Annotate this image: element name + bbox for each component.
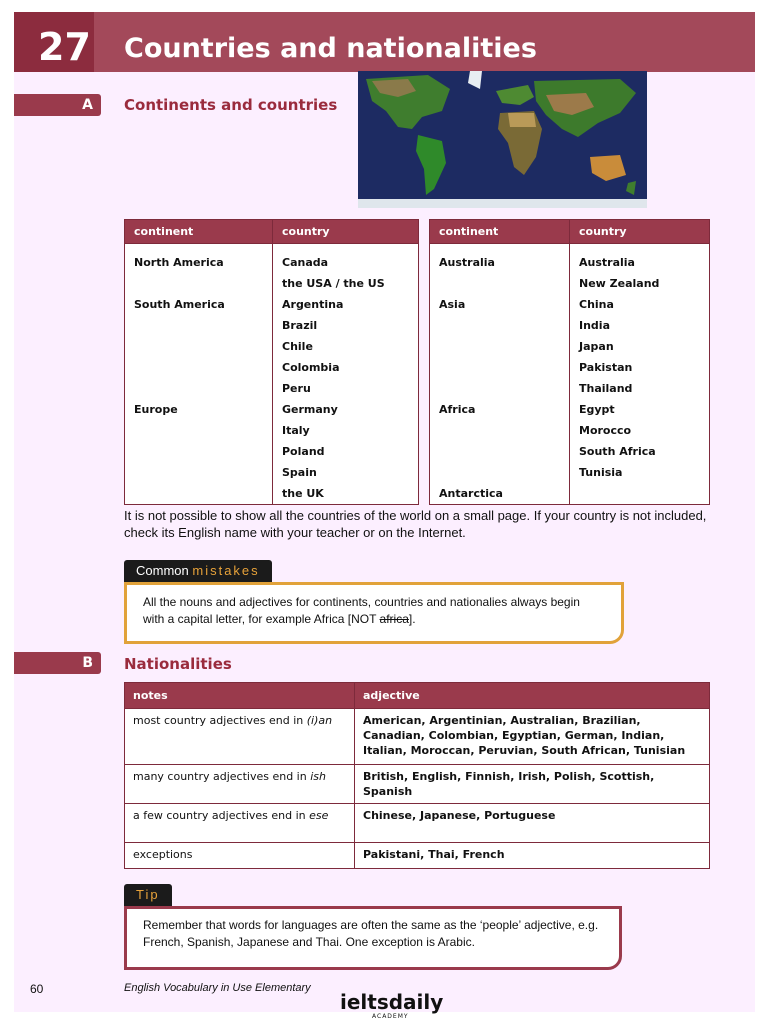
- country-cell: Australia: [570, 252, 710, 273]
- continent-cell: [125, 441, 273, 462]
- common-mistakes-text-end: ].: [408, 612, 416, 626]
- tip-text: Remember that words for languages are often the same as the ‘people’ adjective, e.g. French, Spanish, Japanese and Thai. One exception is Arabic.: [143, 918, 599, 949]
- brand-logo: ieltsdaily: [340, 990, 444, 1014]
- continent-cell: [125, 336, 273, 357]
- continent-cell: Africa: [430, 399, 570, 420]
- adjective-cell: Pakistani, Thai, French: [355, 843, 710, 869]
- note-cell: [125, 843, 355, 869]
- brand-subtitle: ACADEMY: [372, 1013, 409, 1020]
- note-text: most country adjectives end in: [133, 714, 307, 727]
- note-ending: ish: [310, 770, 326, 783]
- continent-cell: Australia: [430, 252, 570, 273]
- country-cell: the USA / the US: [273, 273, 419, 294]
- note-cell: [125, 804, 355, 843]
- continent-cell: [125, 315, 273, 336]
- continent-cell: [430, 420, 570, 441]
- country-cell: Egypt: [570, 399, 710, 420]
- country-cell: Peru: [273, 378, 419, 399]
- section-a-title: Continents and countries: [124, 96, 338, 114]
- country-cell: Argentina: [273, 294, 419, 315]
- section-a-tab: [14, 94, 101, 116]
- country-cell: Tunisia: [570, 462, 710, 483]
- note-ending: (i)an: [306, 714, 333, 727]
- country-cell: Italy: [273, 420, 419, 441]
- page-number: 60: [30, 982, 44, 996]
- struck-word: africa: [379, 612, 409, 626]
- continent-cell: [125, 483, 273, 505]
- note-text: exceptions: [133, 848, 193, 861]
- continent-cell: South America: [125, 294, 273, 315]
- country-cell: Brazil: [273, 315, 419, 336]
- note-ending: ese: [309, 809, 329, 822]
- column-header: country: [273, 220, 419, 244]
- country-cell: Canada: [273, 252, 419, 273]
- unit-title: Countries and nationalities: [124, 33, 537, 64]
- note-cell: [125, 709, 355, 765]
- adjective-cell: Chinese, Japanese, Portuguese: [355, 804, 710, 843]
- continent-cell: [430, 336, 570, 357]
- unit-number-box: [14, 12, 94, 72]
- nationalities-table: [124, 682, 710, 869]
- continent-cell: Antarctica: [430, 483, 570, 505]
- column-header: continent: [430, 220, 570, 244]
- column-header: country: [570, 220, 710, 244]
- tip-label: [124, 884, 172, 906]
- column-header: continent: [125, 220, 273, 244]
- adjective-cell: American, Argentinian, Australian, Brazilian, Canadian, Colombian, Egyptian, German, Indian, Italian, Moroccan, Peruvian, South African, Tunisian: [355, 709, 710, 765]
- continent-cell: [430, 378, 570, 399]
- tip-box: [124, 906, 622, 970]
- country-cell: Morocco: [570, 420, 710, 441]
- country-cell: Colombia: [273, 357, 419, 378]
- continent-cell: [125, 357, 273, 378]
- country-cell: New Zealand: [570, 273, 710, 294]
- continent-cell: [125, 378, 273, 399]
- country-cell: Pakistan: [570, 357, 710, 378]
- continent-cell: Asia: [430, 294, 570, 315]
- continents-table-left: [124, 219, 419, 505]
- note-text: many country adjectives end in: [133, 770, 311, 783]
- continent-cell: [430, 315, 570, 336]
- common-mistakes-word1: Common: [136, 563, 189, 578]
- country-cell: Poland: [273, 441, 419, 462]
- country-cell: Spain: [273, 462, 419, 483]
- continent-cell: [430, 273, 570, 294]
- column-header: notes: [125, 683, 355, 709]
- note-text: a few country adjectives end in: [133, 809, 310, 822]
- continent-cell: [430, 441, 570, 462]
- country-cell: Germany: [273, 399, 419, 420]
- country-cell: [570, 483, 710, 505]
- country-cell: Chile: [273, 336, 419, 357]
- common-mistakes-word2: mistakes: [192, 563, 260, 578]
- unit-number: 27: [38, 25, 91, 69]
- country-cell: China: [570, 294, 710, 315]
- book-title: English Vocabulary in Use Elementary: [124, 982, 311, 994]
- section-a-note: It is not possible to show all the countries of the world on a small page. If your country is not included, check its English name with your teacher or on the Internet.: [124, 508, 707, 540]
- common-mistakes-text-start: All the nouns and adjectives for continents, countries and nationalies always begin with a capital letter, for example Africa [NOT: [143, 595, 580, 626]
- section-b-letter: B: [82, 655, 93, 671]
- common-mistakes-label: [124, 560, 272, 582]
- continent-cell: Europe: [125, 399, 273, 420]
- continents-table-right: [429, 219, 710, 505]
- column-header: adjective: [355, 683, 710, 709]
- continent-cell: [125, 462, 273, 483]
- country-cell: Thailand: [570, 378, 710, 399]
- adjective-cell: British, English, Finnish, Irish, Polish, Scottish, Spanish: [355, 765, 710, 804]
- note-cell: [125, 765, 355, 804]
- continent-cell: [125, 273, 273, 294]
- common-mistakes-text: [143, 594, 583, 628]
- country-cell: South Africa: [570, 441, 710, 462]
- continent-cell: [430, 357, 570, 378]
- country-cell: India: [570, 315, 710, 336]
- section-a-letter: A: [82, 97, 93, 113]
- country-cell: the UK: [273, 483, 419, 505]
- continent-cell: [125, 420, 273, 441]
- common-mistakes-box: [124, 582, 624, 644]
- section-b-title: Nationalities: [124, 655, 232, 673]
- continent-cell: North America: [125, 252, 273, 273]
- continent-cell: [430, 462, 570, 483]
- world-map-image: [358, 71, 647, 208]
- section-b-tab: [14, 652, 101, 674]
- tip-label-text: Tip: [136, 887, 160, 902]
- country-cell: Japan: [570, 336, 710, 357]
